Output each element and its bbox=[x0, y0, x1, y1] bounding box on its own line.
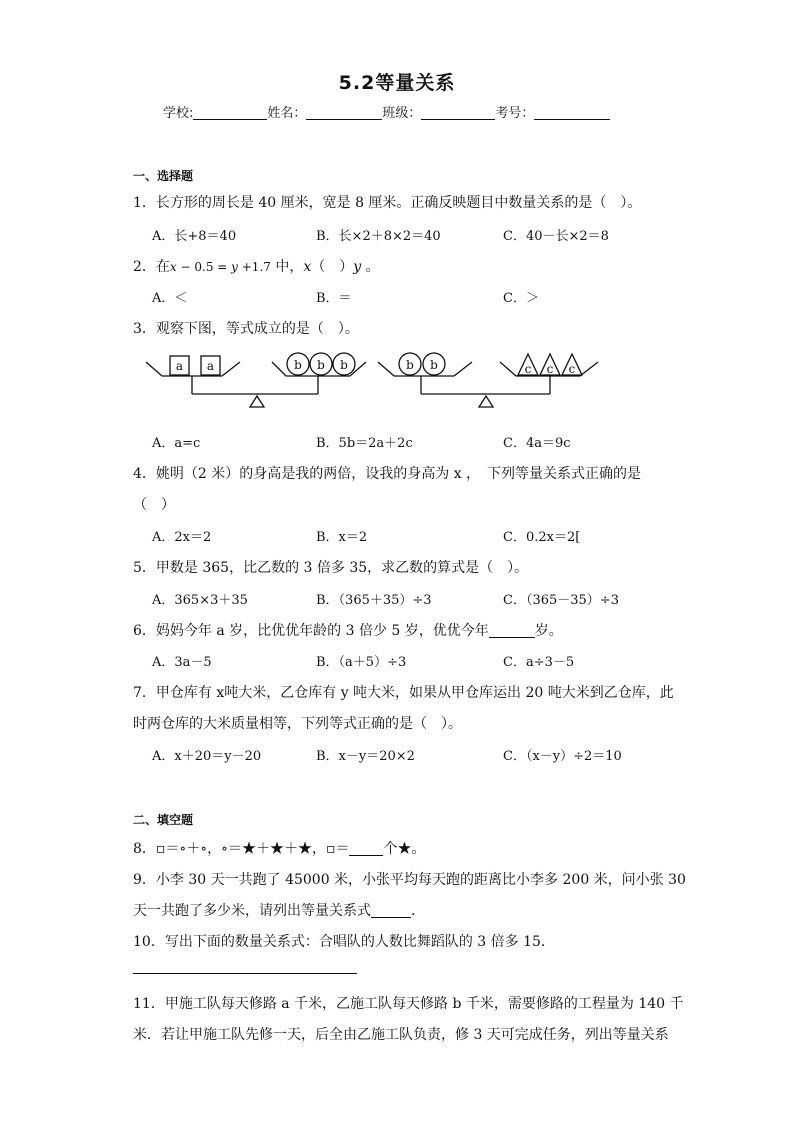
school-label: 学校: bbox=[163, 106, 194, 121]
label-c-1: c bbox=[524, 362, 532, 376]
page-title: 5.2等量关系 bbox=[338, 72, 456, 94]
q2-option-a[interactable]: A．＜ bbox=[152, 291, 188, 306]
q3-option-b[interactable]: B．5b＝2a＋2c bbox=[316, 436, 413, 451]
balance-scales-figure bbox=[140, 346, 610, 414]
q2-mid: 中， bbox=[270, 259, 304, 275]
q8-end: 个★。 bbox=[383, 841, 426, 857]
question-1: 1．长方形的周长是 40 厘米，宽是 8 厘米。正确反映题目中数量关系的是（ ）。 bbox=[133, 195, 642, 211]
q2-option-c[interactable]: C．＞ bbox=[503, 291, 539, 306]
q1-option-a[interactable]: A．长+8＝40 bbox=[152, 229, 237, 244]
question-11-line-2: 米．若让甲施工队先修一天，后全由乙施工队负责，修 3 天可完成任务，列出等量关系 bbox=[133, 1027, 669, 1043]
q3-option-c[interactable]: C．4a＝9c bbox=[503, 436, 571, 451]
q9-end: ． bbox=[411, 903, 425, 919]
q5-option-b[interactable]: B．（365＋35）÷3 bbox=[316, 593, 432, 608]
label-a-1: a bbox=[175, 359, 184, 373]
q6-option-a[interactable]: A．3a－5 bbox=[152, 655, 212, 670]
q6-end: 岁。 bbox=[534, 623, 563, 639]
label-b-2: b bbox=[317, 358, 325, 372]
q2-var-y2: y bbox=[353, 259, 362, 275]
question-5: 5．甲数是 365，比乙数的 3 倍多 35，求乙数的算式是（ ）。 bbox=[133, 560, 529, 576]
question-2 bbox=[133, 256, 380, 276]
q2-var-x2: x bbox=[303, 259, 312, 275]
q1-option-b[interactable]: B．长×2＋8×2＝40 bbox=[316, 229, 441, 244]
q9-answer-blank[interactable] bbox=[371, 903, 411, 918]
label-a-2: a bbox=[206, 359, 215, 373]
question-8 bbox=[133, 838, 425, 858]
q6-text: 6．妈妈今年 a 岁，比优优年龄的 3 倍少 5 岁，优优今年 bbox=[133, 623, 489, 639]
q7-option-c[interactable]: C．（x－y）÷2＝10 bbox=[503, 749, 622, 764]
q7-option-a[interactable]: A．x＋20＝y－20 bbox=[152, 749, 262, 764]
q8-answer-blank[interactable] bbox=[349, 841, 383, 856]
q1-option-c[interactable]: C．40－长×2＝8 bbox=[503, 229, 609, 244]
label-c-2: c bbox=[546, 362, 554, 376]
q7-option-b[interactable]: B．x－y＝20×2 bbox=[316, 749, 415, 764]
question-9-line-2 bbox=[133, 900, 425, 920]
label-c-3: c bbox=[568, 362, 576, 376]
section-heading-fill-in: 二、填空题 bbox=[133, 813, 194, 827]
q2-var-x: x bbox=[169, 260, 177, 274]
q2-end: 。 bbox=[361, 259, 380, 275]
label-b-4: b bbox=[406, 358, 414, 372]
class-blank[interactable] bbox=[421, 105, 495, 120]
q6-option-c[interactable]: C．a÷3－5 bbox=[503, 655, 575, 670]
question-7-line-2: 时两仓库的大米质量相等，下列等式正确的是（ ）。 bbox=[133, 716, 462, 732]
q5-option-a[interactable]: A．365×3＋35 bbox=[152, 593, 248, 608]
section-heading-choice: 一、选择题 bbox=[133, 169, 194, 183]
q8-text: 8．▫＝∘＋∘，∘＝★＋★＋★，▫＝ bbox=[133, 841, 350, 857]
q6-answer-blank[interactable] bbox=[489, 623, 535, 638]
q2-prefix: 2．在 bbox=[133, 259, 170, 275]
question-11-line-1: 11．甲施工队每天修路 a 千米，乙施工队每天修路 b 千米，需要修路的工程量为 140 千 bbox=[133, 996, 684, 1012]
student-info-row bbox=[163, 102, 610, 121]
question-7-line-1: 7．甲仓库有 x吨大米，乙仓库有 y 吨大米，如果从甲仓库运出 20 吨大米到乙仓库，此 bbox=[133, 685, 674, 701]
exam-no-blank[interactable] bbox=[534, 105, 610, 120]
q2-option-b[interactable]: B．＝ bbox=[316, 291, 352, 306]
name-blank[interactable] bbox=[306, 105, 382, 120]
q10-answer-line[interactable] bbox=[133, 973, 357, 974]
q2-paren: （ ） bbox=[311, 259, 354, 275]
question-9-line-1: 9．小李 30 天一共跑了 45000 米，小张平均每天跑的距离比小李多 200 米，问小张 30 bbox=[133, 872, 686, 888]
q2-var-y: y bbox=[231, 260, 238, 274]
name-label: 姓名： bbox=[267, 106, 307, 121]
question-4-line-1: 4．姚明（2 米）的身高是我的两倍，设我的身高为 x ， 下列等量关系式正确的是 bbox=[133, 466, 642, 482]
q4-option-c[interactable]: C．0.2x＝2[ bbox=[503, 530, 581, 545]
question-4-line-2: （ ） bbox=[133, 497, 175, 513]
q4-option-a[interactable]: A．2x＝2 bbox=[152, 530, 212, 545]
label-b-3: b bbox=[340, 358, 348, 372]
q2-expr-mid: − 0.5 = bbox=[176, 260, 232, 274]
q6-option-b[interactable]: B．（a＋5）÷3 bbox=[316, 655, 407, 670]
exam-no-label: 考号： bbox=[495, 106, 535, 121]
q5-option-c[interactable]: C．（365－35）÷3 bbox=[503, 593, 619, 608]
q2-expr-end: +1.7 bbox=[237, 260, 271, 274]
label-b-5: b bbox=[430, 358, 438, 372]
school-blank[interactable] bbox=[193, 105, 267, 120]
question-10: 10．写出下面的数量关系式：合唱队的人数比舞蹈队的 3 倍多 15． bbox=[133, 934, 555, 950]
q4-option-b[interactable]: B．x＝2 bbox=[316, 530, 368, 545]
q9-line2-text: 天一共跑了多少米，请列出等量关系式 bbox=[133, 903, 371, 919]
class-label: 班级： bbox=[382, 106, 422, 121]
label-b-1: b bbox=[294, 358, 302, 372]
question-3: 3．观察下图，等式成立的是（ ）。 bbox=[133, 321, 359, 337]
question-6 bbox=[133, 620, 563, 640]
q3-option-a[interactable]: A．a=c bbox=[152, 436, 201, 451]
